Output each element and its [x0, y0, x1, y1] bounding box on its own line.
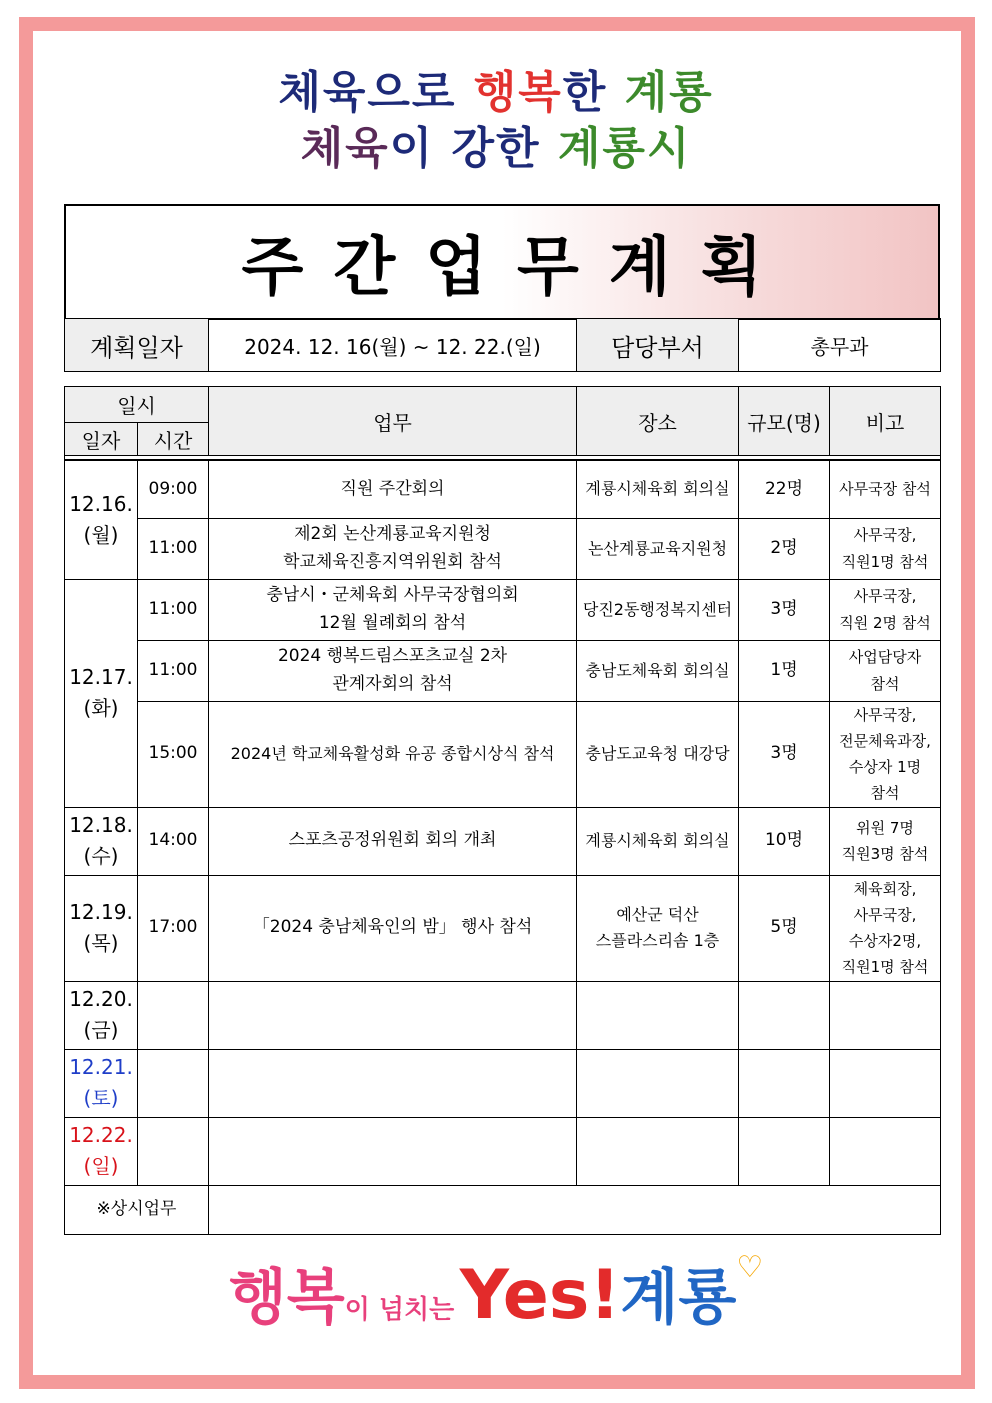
time-cell: 14:00 — [138, 807, 209, 875]
date-cell: 12.19. (목) — [65, 875, 138, 981]
table-row — [65, 460, 941, 518]
table-row — [65, 579, 941, 640]
date-cell: 12.18. (수) — [65, 807, 138, 875]
header-task: 업무 — [209, 387, 577, 456]
note-cell: 사업담당자 참석 — [830, 640, 941, 701]
time-cell: 11:00 — [138, 640, 209, 701]
table-row — [65, 1185, 941, 1234]
slogan-line-2: 체육이 강한 계룡시 — [300, 123, 692, 174]
table-row — [65, 640, 941, 701]
table-row — [65, 1117, 941, 1185]
task-cell: 스포츠공정위원회 회의 개최 — [209, 807, 577, 875]
scale-cell: 10명 — [739, 807, 830, 875]
regular-task-cell — [209, 1185, 941, 1234]
dept-value: 총무과 — [739, 319, 941, 372]
footer-logo: 행복이 넘치는 Yes!계룡♡ — [228, 1250, 764, 1335]
scale-cell: 5명 — [739, 875, 830, 981]
scale-cell: 22명 — [739, 460, 830, 518]
page-title: 주간업무계획 — [241, 231, 793, 305]
task-cell: 2024년 학교체육활성화 유공 종합시상식 참석 — [209, 701, 577, 807]
place-cell: 계룡시체육회 회의실 — [577, 807, 739, 875]
plan-date-label: 계획일자 — [65, 319, 209, 372]
place-cell: 당진2동행정복지센터 — [577, 579, 739, 640]
place-cell: 계룡시체육회 회의실 — [577, 460, 739, 518]
note-cell: 사무국장 참석 — [830, 460, 941, 518]
slogan-line-1: 체육으로 행복한 계룡 — [278, 67, 714, 118]
task-cell: 직원 주간회의 — [209, 460, 577, 518]
date-cell: 12.21. (토) — [65, 1049, 138, 1117]
time-cell: 09:00 — [138, 460, 209, 518]
table-row — [65, 518, 941, 579]
plan-date-value: 2024. 12. 16(월) ~ 12. 22.(일) — [209, 319, 577, 372]
table-row — [65, 1049, 941, 1117]
scale-cell: 3명 — [739, 579, 830, 640]
task-cell: 「2024 충남체육인의 밤」 행사 참석 — [209, 875, 577, 981]
scale-cell: 1명 — [739, 640, 830, 701]
time-cell: 17:00 — [138, 875, 209, 981]
scale-cell: 3명 — [739, 701, 830, 807]
dept-label: 담당부서 — [577, 319, 739, 372]
header-time: 시간 — [138, 423, 209, 456]
table-row — [65, 807, 941, 875]
place-cell: 충남도체육회 회의실 — [577, 640, 739, 701]
header-place: 장소 — [577, 387, 739, 456]
info-table — [64, 318, 941, 372]
schedule-table — [64, 386, 941, 1235]
date-cell: 12.20. (금) — [65, 981, 138, 1049]
header-date: 일자 — [65, 423, 138, 456]
task-cell: 충남시・군체육회 사무국장협의회 12월 월례회의 참석 — [209, 579, 577, 640]
note-cell: 사무국장, 전문체육과장, 수상자 1명 참석 — [830, 701, 941, 807]
table-row — [65, 875, 941, 981]
time-cell: 11:00 — [138, 518, 209, 579]
time-cell: 15:00 — [138, 701, 209, 807]
header-scale: 규모(명) — [739, 387, 830, 456]
note-cell: 사무국장, 직원 2명 참석 — [830, 579, 941, 640]
date-cell: 12.17. (화) — [65, 579, 138, 807]
note-cell: 체육회장, 사무국장, 수상자2명, 직원1명 참석 — [830, 875, 941, 981]
note-cell: 사무국장, 직원1명 참석 — [830, 518, 941, 579]
header-note: 비고 — [830, 387, 941, 456]
date-cell: 12.16. (월) — [65, 460, 138, 579]
note-cell: 위원 7명 직원3명 참석 — [830, 807, 941, 875]
place-cell: 예산군 덕산 스플라스리솜 1층 — [577, 875, 739, 981]
heart-icon: ♡ — [736, 1250, 764, 1285]
task-cell: 제2회 논산계룡교육지원청 학교체육진흥지역위원회 참석 — [209, 518, 577, 579]
table-row — [65, 701, 941, 807]
title-banner — [64, 204, 940, 320]
scale-cell: 2명 — [739, 518, 830, 579]
regular-task-label: ※상시업무 — [65, 1185, 209, 1234]
header-datetime: 일시 — [65, 387, 209, 423]
task-cell: 2024 행복드림스포츠교실 2차 관계자회의 참석 — [209, 640, 577, 701]
time-cell: 11:00 — [138, 579, 209, 640]
place-cell: 충남도교육청 대강당 — [577, 701, 739, 807]
place-cell: 논산계룡교육지원청 — [577, 518, 739, 579]
table-row — [65, 981, 941, 1049]
date-cell: 12.22. (일) — [65, 1117, 138, 1185]
